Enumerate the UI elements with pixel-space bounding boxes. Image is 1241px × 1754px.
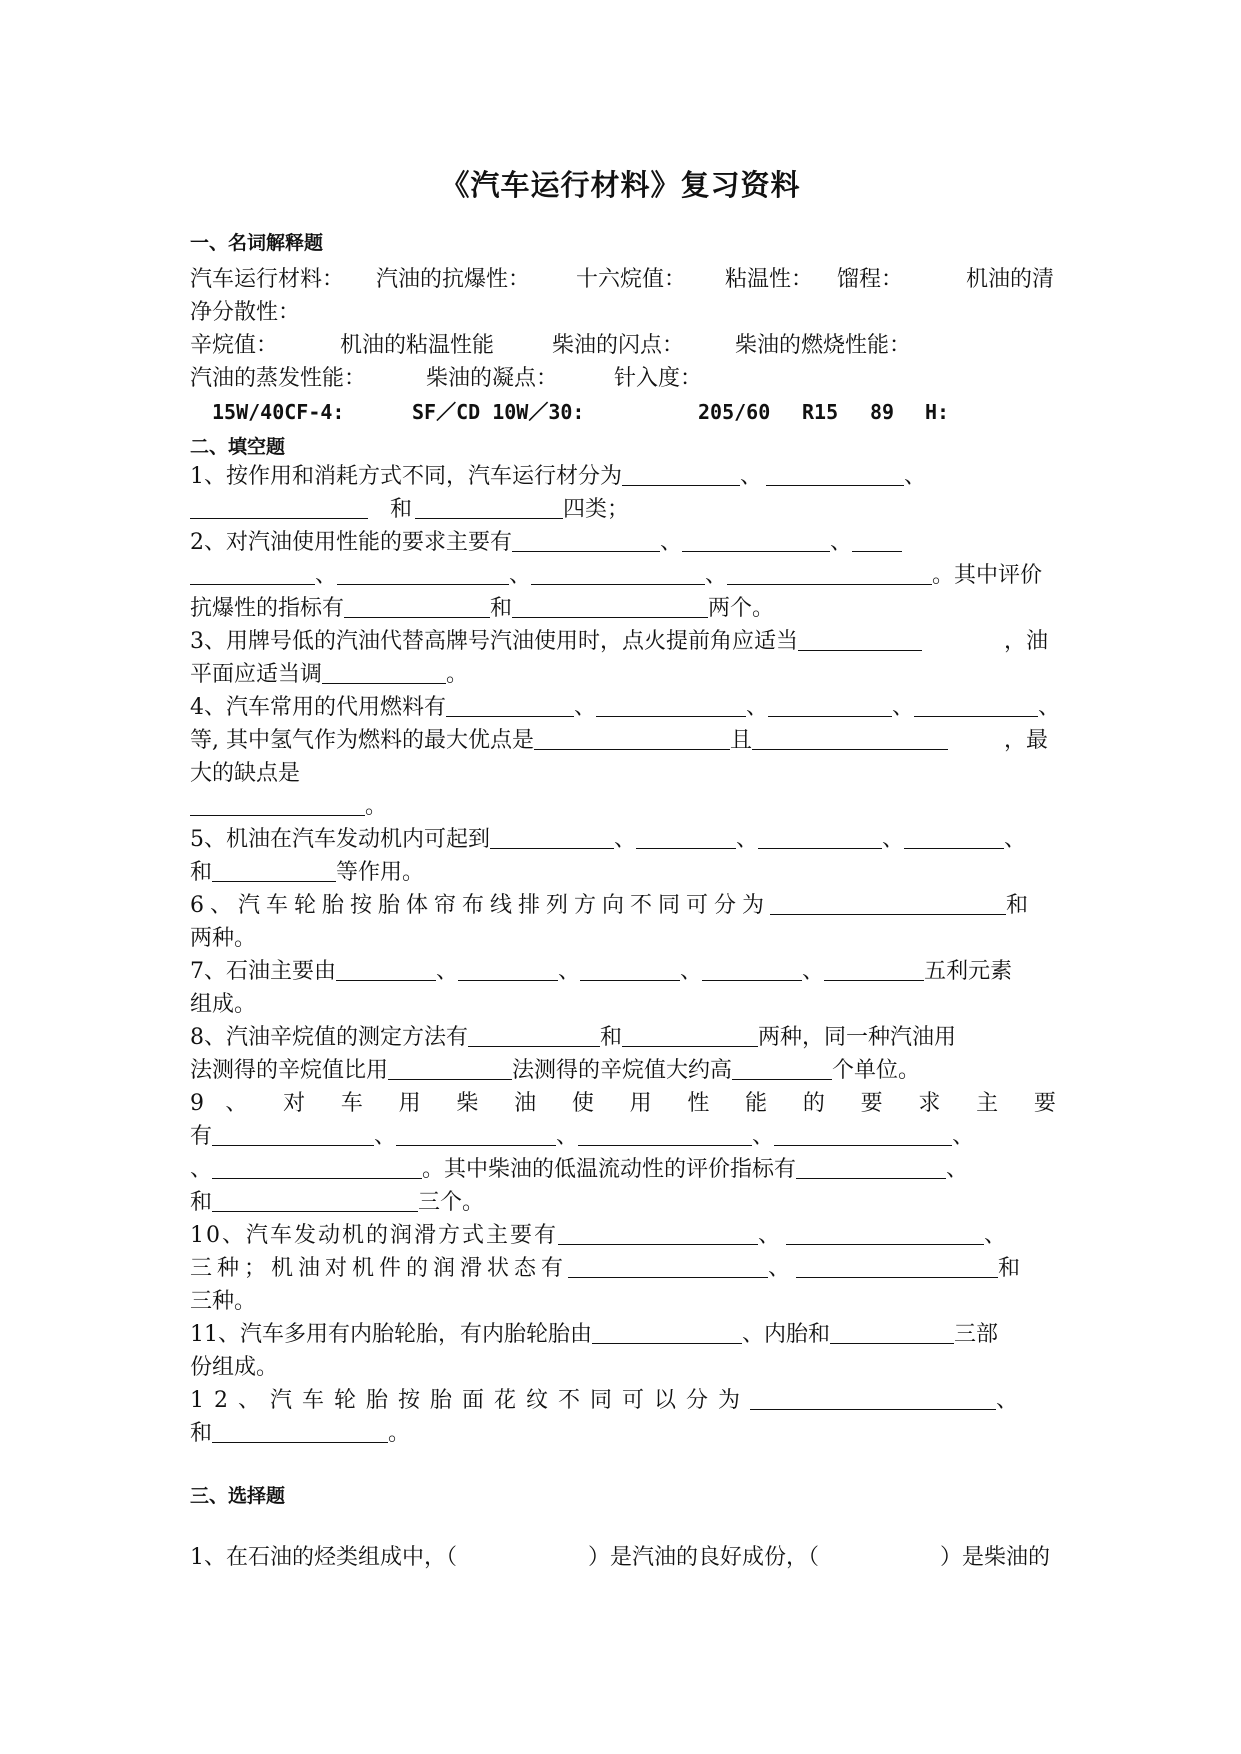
blank[interactable] xyxy=(344,593,490,618)
fill-question-9-cont2: 、 。其中柴油的低温流动性的评价指标有 、 xyxy=(190,1153,1056,1186)
term: 柴油的闪点： xyxy=(552,333,685,358)
term: 89 xyxy=(870,400,895,424)
blank[interactable] xyxy=(768,692,892,717)
blank[interactable] xyxy=(396,1121,556,1146)
blank[interactable] xyxy=(774,1121,952,1146)
blank[interactable] xyxy=(212,1154,422,1179)
blank[interactable] xyxy=(636,824,736,849)
fill-question-7: 7、石油主要由 、 、 、 、 五利元素 xyxy=(190,955,1056,988)
blank[interactable] xyxy=(752,725,948,750)
blank[interactable] xyxy=(702,956,802,981)
term: 柴油的燃烧性能： xyxy=(735,333,912,358)
blank[interactable] xyxy=(770,890,1006,915)
fill-question-12: 12、汽车轮胎按胎面花纹不同可以分为 、 xyxy=(190,1384,1056,1417)
fill-question-3-cont: 平面应适当调 。 xyxy=(190,658,1056,691)
fill-question-1-cont: 和 四类； xyxy=(190,493,1056,526)
blank[interactable] xyxy=(534,725,730,750)
blank[interactable] xyxy=(578,1121,752,1146)
blank[interactable] xyxy=(322,659,446,684)
term: 十六烷值： xyxy=(576,267,687,292)
term: 机油的清 xyxy=(966,267,1055,292)
blank[interactable] xyxy=(388,1055,512,1080)
blank[interactable] xyxy=(336,956,436,981)
blank[interactable] xyxy=(490,824,614,849)
fill-question-8: 8、汽油辛烷值的测定方法有 和 两种，同一种汽油用 xyxy=(190,1021,1056,1054)
fill-question-11: 11、汽车多用有内胎轮胎，有内胎轮胎由 、内胎和 三部 xyxy=(190,1318,1056,1351)
fill-question-12-cont: 和 。 xyxy=(190,1417,1056,1450)
blank[interactable] xyxy=(415,494,563,519)
blank[interactable] xyxy=(758,824,882,849)
fill-question-10-cont2: 三种。 xyxy=(190,1289,257,1314)
blank[interactable] xyxy=(796,1253,998,1278)
fill-question-8-cont: 法测得的辛烷值比用 法测得的辛烷值大约高 个单位。 xyxy=(190,1054,1056,1087)
blank[interactable] xyxy=(337,560,509,585)
blank[interactable] xyxy=(622,461,740,486)
fill-question-4-cont: 等, 其中氢气作为燃料的最大优点是 且 ，最 xyxy=(190,724,1056,757)
blank[interactable] xyxy=(732,1055,832,1080)
blank[interactable] xyxy=(190,560,315,585)
blank[interactable] xyxy=(852,527,902,552)
terms-line-3 xyxy=(190,329,1056,362)
blank[interactable] xyxy=(796,1154,946,1179)
blank[interactable] xyxy=(750,1385,996,1410)
fill-question-9-cont3: 和 三个。 xyxy=(190,1186,1056,1219)
blank[interactable] xyxy=(512,593,708,618)
terms-line-5 xyxy=(190,396,1056,429)
term: 辛烷值： xyxy=(190,333,279,358)
blank[interactable] xyxy=(824,956,924,981)
page-title: 《汽车运行材料》复习资料 xyxy=(440,168,801,202)
blank[interactable] xyxy=(468,1022,600,1047)
blank[interactable] xyxy=(914,692,1038,717)
term: H: xyxy=(925,400,950,424)
fill-question-4-cont2: 大的缺点是 xyxy=(190,761,301,786)
blank[interactable] xyxy=(212,1187,418,1212)
blank[interactable] xyxy=(786,1220,984,1245)
fill-question-6-cont: 两种。 xyxy=(190,926,257,951)
blank[interactable] xyxy=(592,1319,742,1344)
fill-question-2-cont2: 抗爆性的指标有 和 两个。 xyxy=(190,592,1056,625)
term: 205/60 xyxy=(698,400,771,424)
fill-question-2: 2、对汽油使用性能的要求主要有 、 、 xyxy=(190,526,1056,559)
term: 柴油的凝点： xyxy=(426,366,559,391)
fill-question-6: 6、汽车轮胎按胎体帘布线排列方向不同可分为 和 xyxy=(190,889,1056,922)
fill-question-5: 5、机油在汽车发动机内可起到 、 、 、 、 xyxy=(190,823,1056,856)
fill-question-3: 3、用牌号低的汽油代替高牌号汽油使用时，点火提前角应适当 ，油 xyxy=(190,625,1056,658)
terms-line-1 xyxy=(190,263,1056,296)
section-heading-choice: 三、选择题 xyxy=(190,1485,286,1507)
fill-question-4: 4、汽车常用的代用燃料有 、 、 、 、 xyxy=(190,691,1056,724)
blank[interactable] xyxy=(212,1418,388,1443)
terms-line-4 xyxy=(190,362,1056,395)
fill-question-9: 9 、 对 车 用 柴 油 使 用 性 能 的 要 求 主 要 xyxy=(190,1091,1056,1116)
fill-question-7-cont: 组成。 xyxy=(190,992,257,1017)
blank[interactable] xyxy=(580,956,680,981)
fill-question-11-cont: 份组成。 xyxy=(190,1355,279,1380)
blank[interactable] xyxy=(622,1022,758,1047)
term: 馏程： xyxy=(837,267,904,292)
term: 汽油的蒸发性能： xyxy=(190,366,367,391)
term: 粘温性： xyxy=(725,267,814,292)
blank[interactable] xyxy=(190,494,368,519)
term: SF／CD 10W／30: xyxy=(412,400,585,424)
blank[interactable] xyxy=(446,692,574,717)
blank[interactable] xyxy=(531,560,705,585)
blank[interactable] xyxy=(212,857,336,882)
blank[interactable] xyxy=(830,1319,954,1344)
fill-question-9-cont: 有 、 、 、 、 xyxy=(190,1120,1056,1153)
blank[interactable] xyxy=(682,527,830,552)
blank[interactable] xyxy=(190,791,365,816)
blank[interactable] xyxy=(512,527,660,552)
blank[interactable] xyxy=(766,461,904,486)
term: 15W/40CF-4: xyxy=(212,400,345,424)
fill-question-5-cont: 和 等作用。 xyxy=(190,856,1056,889)
section-heading-fill: 二、填空题 xyxy=(190,436,286,458)
fill-question-1: 1、按作用和消耗方式不同，汽车运行材分为 、 、 xyxy=(190,460,1056,493)
term: R15 xyxy=(802,400,839,424)
fill-question-2-cont: 、 、 、 。其中评价 xyxy=(190,559,1056,592)
blank[interactable] xyxy=(798,626,922,651)
blank[interactable] xyxy=(558,1220,758,1245)
terms-line-2: 净分散性： xyxy=(190,300,301,325)
term: 针入度： xyxy=(614,366,703,391)
section-heading-terms: 一、名词解释题 xyxy=(190,232,324,254)
blank[interactable] xyxy=(568,1253,768,1278)
fill-question-10-cont: 三种；机油对机件的润滑状态有 、 和 xyxy=(190,1252,1056,1285)
term: 机油的粘温性能 xyxy=(340,333,495,358)
blank[interactable] xyxy=(212,1121,374,1146)
blank[interactable] xyxy=(727,560,932,585)
term: 汽车运行材料： xyxy=(190,267,345,292)
fill-question-10: 10、汽车发动机的润滑方式主要有 、 、 xyxy=(190,1219,1056,1252)
choice-question-1: 1、在石油的烃类组成中，（ ）是汽油的良好成份，（ ）是柴油的 xyxy=(190,1545,1051,1570)
blank[interactable] xyxy=(904,824,1004,849)
term: 汽油的抗爆性： xyxy=(376,267,531,292)
blank[interactable] xyxy=(596,692,746,717)
blank[interactable] xyxy=(458,956,558,981)
fill-question-4-cont3: 。 xyxy=(190,790,1056,823)
